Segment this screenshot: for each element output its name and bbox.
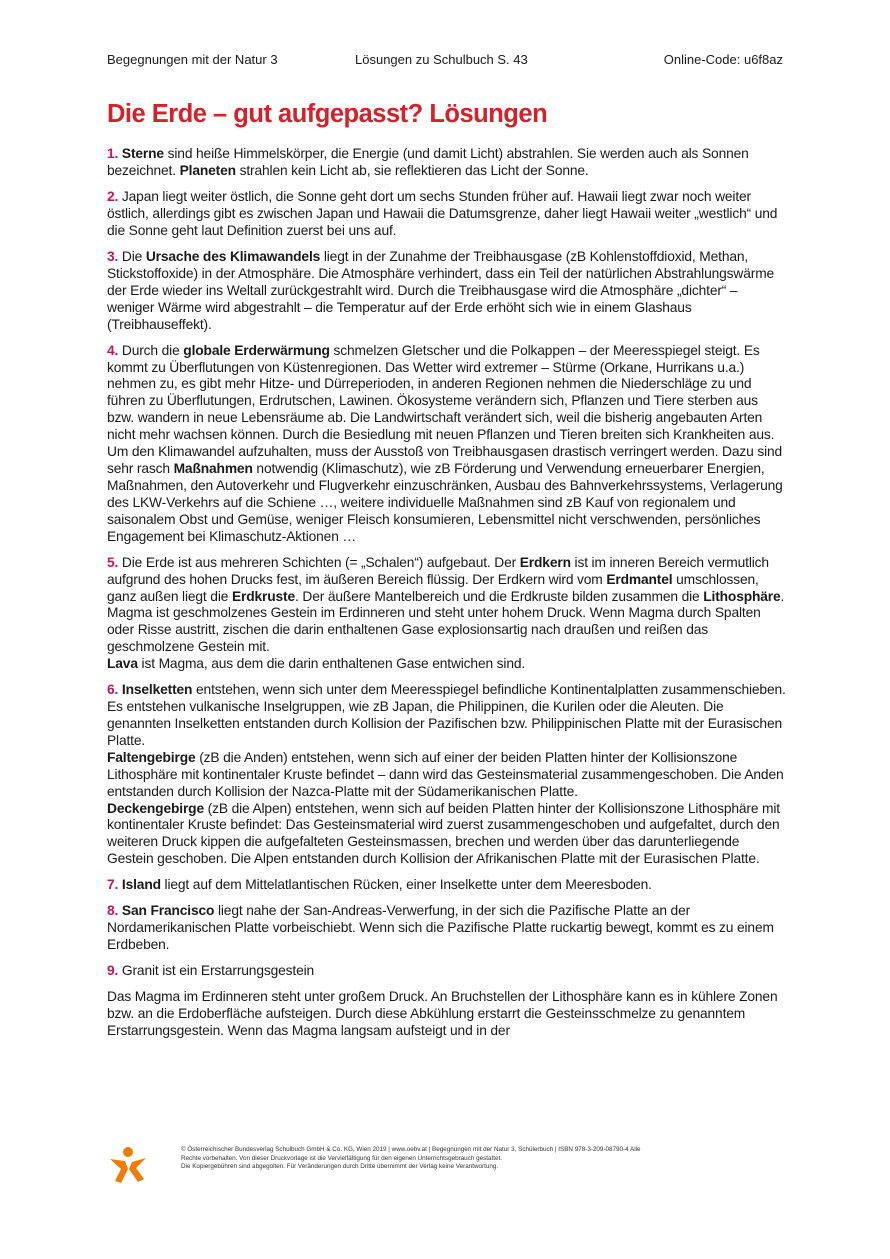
answer-text: Japan liegt weiter östlich, die Sonne geht dort um sechs Stunden früher auf. Hawaii liegt zwar noch weiter östlich, allerdings gibt es zwischen Japan und Hawaii die Datumsgrenze, daher liegt Hawaii weiter „westlich“ und die Sonne geht laut Definition zuerst bei uns auf. bbox=[107, 189, 778, 238]
footer-copyright bbox=[181, 1146, 741, 1172]
answer-number: 3. bbox=[107, 248, 119, 264]
footer-line: Die Kopiergebühren sind abgegolten. Für Veränderungen durch Dritte übernimmt der Verlag keine Verantwortung. bbox=[181, 1163, 499, 1171]
answer-number: 5. bbox=[107, 554, 119, 570]
term-erdkruste: Erdkruste bbox=[231, 588, 296, 604]
term-ursache: Ursache des Klimawandels bbox=[145, 248, 321, 264]
answer-text: sind heiße Himmelskörper, die Energie (und damit Licht) abstrahlen. Sie werden auch als Sonnen bezeichnet. bbox=[107, 146, 749, 178]
term-lithosphaere: Lithosphäre bbox=[703, 588, 781, 604]
term-faltengebirge: Faltengebirge bbox=[107, 749, 196, 765]
answer-text: ist im inneren Bereich vermutlich aufgrund des hohen Drucks fest, im äußeren Bereich flüssig. Der Erdkern wird vom bbox=[107, 554, 769, 587]
term-planeten: Planeten bbox=[179, 162, 236, 178]
term-erderwaermung: globale Erderwärmung bbox=[183, 342, 330, 358]
answer-4 bbox=[107, 343, 787, 546]
answer-text: (zB die Anden) entstehen, wenn sich auf einer der beiden Platten hinter der Kollisionszone Lithosphäre mit kontinentaler Kruste befindet – dann wird das Gesteinsmaterial zusammengeschoben. Die Anden entstanden durch Kollision der Nazca-Platte mit der Südamerikanischen Platte. bbox=[107, 749, 784, 799]
term-deckengebirge: Deckengebirge bbox=[107, 800, 204, 816]
answer-text: Granit ist ein Erstarrungsgestein bbox=[118, 963, 315, 979]
answer-text: (zB die Alpen) entstehen, wenn sich auf beiden Platten hinter der Kollisionszone Lithosphäre mit kontinentaler Kruste befindet: Das Gesteinsmaterial wird zuerst zusammengeschoben und aufgefaltet, durch den weiteren Druck kippen die aufgefalteten Gesteinsmassen, brechen und werden über das darunterliegende Gestein geschoben. Die Alpen entstanden durch Kollision der Afrikanischen Platte mit der Eurasischen Platte. bbox=[107, 800, 780, 867]
term-erdmantel: Erdmantel bbox=[606, 571, 673, 587]
page-title: Die Erde – gut aufgepasst? Lösungen bbox=[107, 100, 548, 128]
answer-number: 2. bbox=[107, 189, 119, 204]
answer-text: . Magma ist geschmolzenes Gestein im Erdinneren und steht unter hohem Druck. Wenn Magma durch Spalten oder Risse austritt, zischen die darin enthaltenen Gase explosionsartig nach draußen und reißen das geschmolzene Gestein mit. bbox=[107, 588, 785, 655]
answer-number: 8. bbox=[107, 903, 119, 919]
answer-number: 1. bbox=[107, 146, 119, 161]
answer-text: Die Erde ist aus mehreren Schichten (= „Schalen“) aufgebaut. Der bbox=[118, 554, 520, 570]
answer-number: 6. bbox=[107, 682, 119, 698]
logo-part bbox=[129, 1158, 146, 1182]
logo-shape bbox=[110, 1147, 146, 1183]
answer-text: entstehen, wenn sich unter dem Meeresspiegel befindliche Kontinentalplatten zusammenschieben. Es entstehen vulkanische Inselgruppen, wie zB Japan, die Philippinen, die Kurilen oder die Aleuten. Die genannten Inselketten entstanden durch Kollision der Pazifischen bzw. Philippinischen Platte mit der Eurasischen Platte. bbox=[107, 682, 786, 748]
logo-part bbox=[110, 1159, 128, 1183]
answer-text: ist Magma, aus dem die darin enthaltenen Gase entwichen sind. bbox=[137, 656, 526, 672]
answer-text: liegt nahe der San-Andreas-Verwerfung, in der sich die Pazifische Platte an der Nordamerikanischen Platte vorbeischiebt. Wenn sich die Pazifische Platte ruckartig bewegt, kommt es zu einem Erdbeben. bbox=[107, 903, 774, 953]
answer-5 bbox=[107, 555, 787, 673]
answer-7 bbox=[107, 877, 787, 894]
answer-text: strahlen kein Licht ab, sie reflektieren das Licht der Sonne. bbox=[235, 162, 589, 178]
term-erdkern: Erdkern bbox=[519, 554, 571, 570]
header-online-code: Online-Code: u6f8az bbox=[663, 52, 783, 67]
answer-number: 9. bbox=[107, 963, 119, 979]
term-lava: Lava bbox=[107, 656, 138, 672]
answer-text: liegt auf dem Mittelatlantischen Rücken, einer Inselkette unter dem Meeresboden. bbox=[160, 877, 652, 893]
page-header bbox=[107, 52, 783, 70]
answer-9 bbox=[107, 963, 787, 980]
term-inselketten: Inselketten bbox=[121, 682, 193, 698]
term-sterne: Sterne bbox=[121, 146, 164, 161]
answers-body bbox=[107, 146, 787, 1049]
answer-2 bbox=[107, 189, 787, 240]
answer-number: 4. bbox=[107, 342, 119, 358]
answer-text: liegt in der Zunahme der Treibhausgase (zB Kohlenstoffdioxid, Methan, Stickstoffoxide) in der Atmosphäre. Die Atmosphäre verhindert, dass ein Teil der natürlichen Abstrahlungswärme der Erde wieder ins Weltall zurückgestrahlt wird. Durch die Treibhausgase wird die Atmosphäre „dichter“ – weniger Wärme wird abgestrahlt – die Temperatur auf der Erde erhöht sich wie in einem Glashaus (Treibhauseffekt). bbox=[107, 248, 775, 332]
answer-text: Durch die bbox=[118, 342, 184, 358]
term-island: Island bbox=[121, 877, 161, 893]
term-massnahmen: Maßnahmen bbox=[173, 460, 253, 476]
answer-1 bbox=[107, 146, 787, 180]
answer-6 bbox=[107, 682, 787, 868]
header-book-title: Begegnungen mit der Natur 3 bbox=[107, 52, 278, 67]
answer-text: Die bbox=[118, 248, 146, 264]
answer-text: umschlossen, ganz außen liegt die bbox=[107, 571, 759, 604]
answer-text: notwendig (Klimaschutz), wie zB Förderung und Verwendung erneuerbarer Energien, Maßnahmen, den Autoverkehr und Flugverkehr einzuschränken, Ausbau des Bahnverkehrssystems, Verlagerung des LKW-Verkehrs auf die Schiene …, weitere individuelle Maßnahmen sind zB Kauf von regionalem und saisonalem Obst und Gemüse, weniger Fleisch konsumieren, Lebensmittel nicht verschwenden, persönliches Engagement bei Klimaschutz-Aktionen … bbox=[107, 460, 783, 544]
answer-number: 7. bbox=[107, 877, 119, 893]
term-san-francisco: San Francisco bbox=[121, 903, 215, 919]
logo-part bbox=[123, 1147, 133, 1157]
footer-line: Rechte vorbehalten. Von dieser Druckvorlage ist die Vervielfältigung für den eigenen Unterrichtsgebrauch gestattet. bbox=[181, 1154, 502, 1162]
answer-text: . Der äußere Mantelbereich und die Erdkruste bilden zusammen die bbox=[295, 588, 704, 604]
answer-8 bbox=[107, 903, 787, 954]
answer-text: schmelzen Gletscher und die Polkappen – der Meeresspiegel steigt. Es kommt zu Überflutungen von Küstenregionen. Das Wetter wird extremer – Stürme (Orkane, Hurrikans u.a.) nehmen zu, es gibt mehr Hitze- und Dürreperioden, in anderen Regionen nehmen die Niederschläge zu und führen zu Überflutungen, Erdrutschen, Lawinen. Ökosysteme verändern sich, Pflanzen und Tiere sterben aus bzw. wandern in neue Lebensräume ab. Die Landwirtschaft verändert sich, weil die bisherig angebauten Arten nicht mehr wachsen können. Durch die Besiedlung mit neuen Pflanzen und Tieren breiten sich Krankheiten aus. Um den Klimawandel aufzuhalten, muss der Ausstoß von Treibhausgasen drastisch verringert werden. Dazu sind sehr rasch bbox=[107, 342, 783, 476]
answer-9-body: Das Magma im Erdinneren steht unter großem Druck. An Bruchstellen der Lithosphäre kann es in kühlere Zonen bzw. an die Erdoberfläche aufsteigen. Durch diese Abkühlung erstarrt die Gesteinsschmelze zu genanntem Erstarrungsgestein. Wenn das Magma langsam aufsteigt und in der bbox=[107, 989, 778, 1039]
header-solutions-ref: Lösungen zu Schulbuch S. 43 bbox=[355, 52, 528, 67]
footer-line: © Österreichischer Bundesverlag Schulbuch GmbH & Co. KG, Wien 2019 | www.oebv.at | Begegnungen mit der Natur 3, Schülerbuch | ISBN 978-3-209-08790-4 Alle bbox=[181, 1146, 641, 1153]
publisher-logo-icon bbox=[108, 1145, 148, 1185]
answer-3 bbox=[107, 249, 787, 334]
